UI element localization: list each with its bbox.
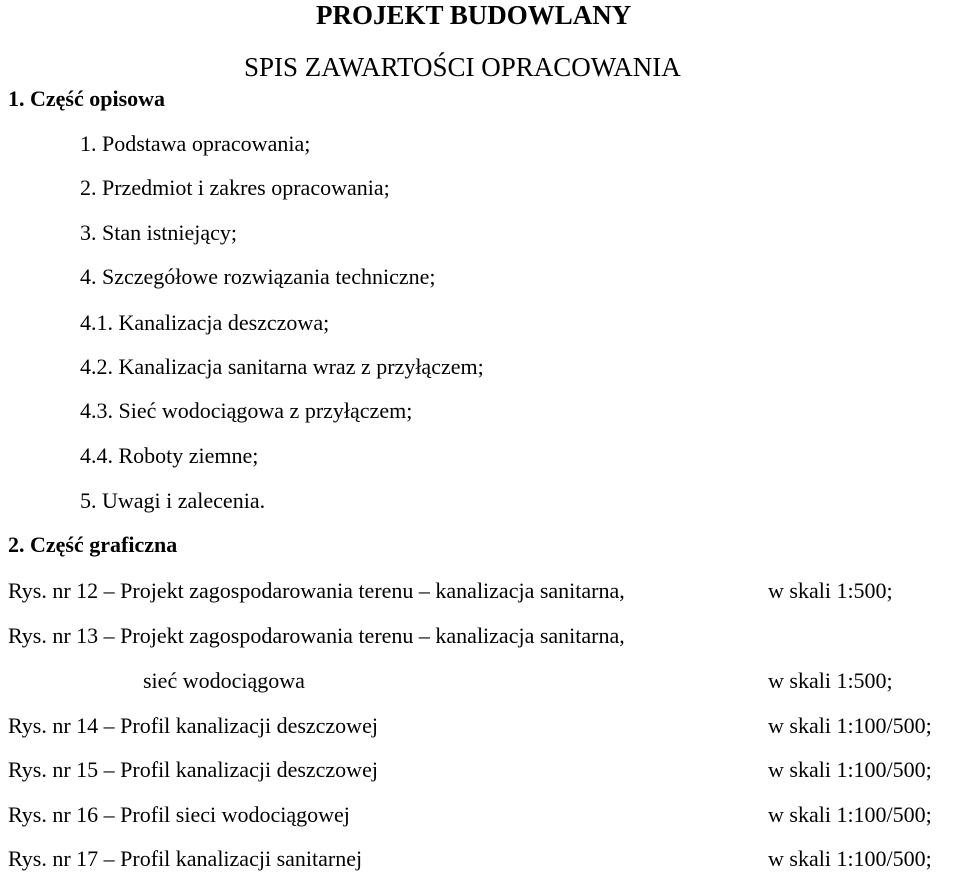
- part1-item: 1. Podstawa opracowania;: [80, 131, 311, 156]
- part1-subitem: 4.4. Roboty ziemne;: [80, 443, 259, 468]
- drawing-label: Rys. nr 17 – Profil kanalizacji sanitarnej: [8, 846, 363, 871]
- drawing-label-continuation: sieć wodociągowa: [143, 668, 305, 693]
- drawing-label: Rys. nr 16 – Profil sieci wodociągowej: [8, 802, 350, 827]
- part1-heading: 1. Część opisowa: [8, 86, 166, 111]
- document-title: PROJEKT BUDOWLANY: [316, 0, 632, 30]
- part2-heading: 2. Część graficzna: [8, 532, 178, 557]
- drawing-scale: w skali 1:100/500;: [768, 846, 932, 871]
- part1-subitem: 4.2. Kanalizacja sanitarna wraz z przyłączem;: [80, 354, 484, 379]
- part1-subitem: 4.1. Kanalizacja deszczowa;: [80, 310, 330, 335]
- drawing-label: Rys. nr 15 – Profil kanalizacji deszczowej: [8, 757, 378, 782]
- part1-item: 4. Szczegółowe rozwiązania techniczne;: [80, 264, 436, 289]
- drawing-label: Rys. nr 14 – Profil kanalizacji deszczowej: [8, 713, 378, 738]
- drawing-label: Rys. nr 13 – Projekt zagospodarowania terenu – kanalizacja sanitarna,: [8, 623, 625, 648]
- drawing-scale: w skali 1:100/500;: [768, 757, 932, 782]
- document-subtitle: SPIS ZAWARTOŚCI OPRACOWANIA: [244, 52, 681, 82]
- drawing-scale: w skali 1:500;: [768, 578, 893, 603]
- part1-item: 3. Stan istniejący;: [80, 220, 238, 245]
- part1-item: 5. Uwagi i zalecenia.: [80, 488, 266, 513]
- drawing-scale: w skali 1:100/500;: [768, 802, 932, 827]
- drawing-scale: w skali 1:500;: [768, 668, 893, 693]
- part1-subitem: 4.3. Sieć wodociągowa z przyłączem;: [80, 398, 413, 423]
- part1-item: 2. Przedmiot i zakres opracowania;: [80, 175, 390, 200]
- drawing-label: Rys. nr 12 – Projekt zagospodarowania terenu – kanalizacja sanitarna,: [8, 578, 625, 603]
- drawing-scale: w skali 1:100/500;: [768, 713, 932, 738]
